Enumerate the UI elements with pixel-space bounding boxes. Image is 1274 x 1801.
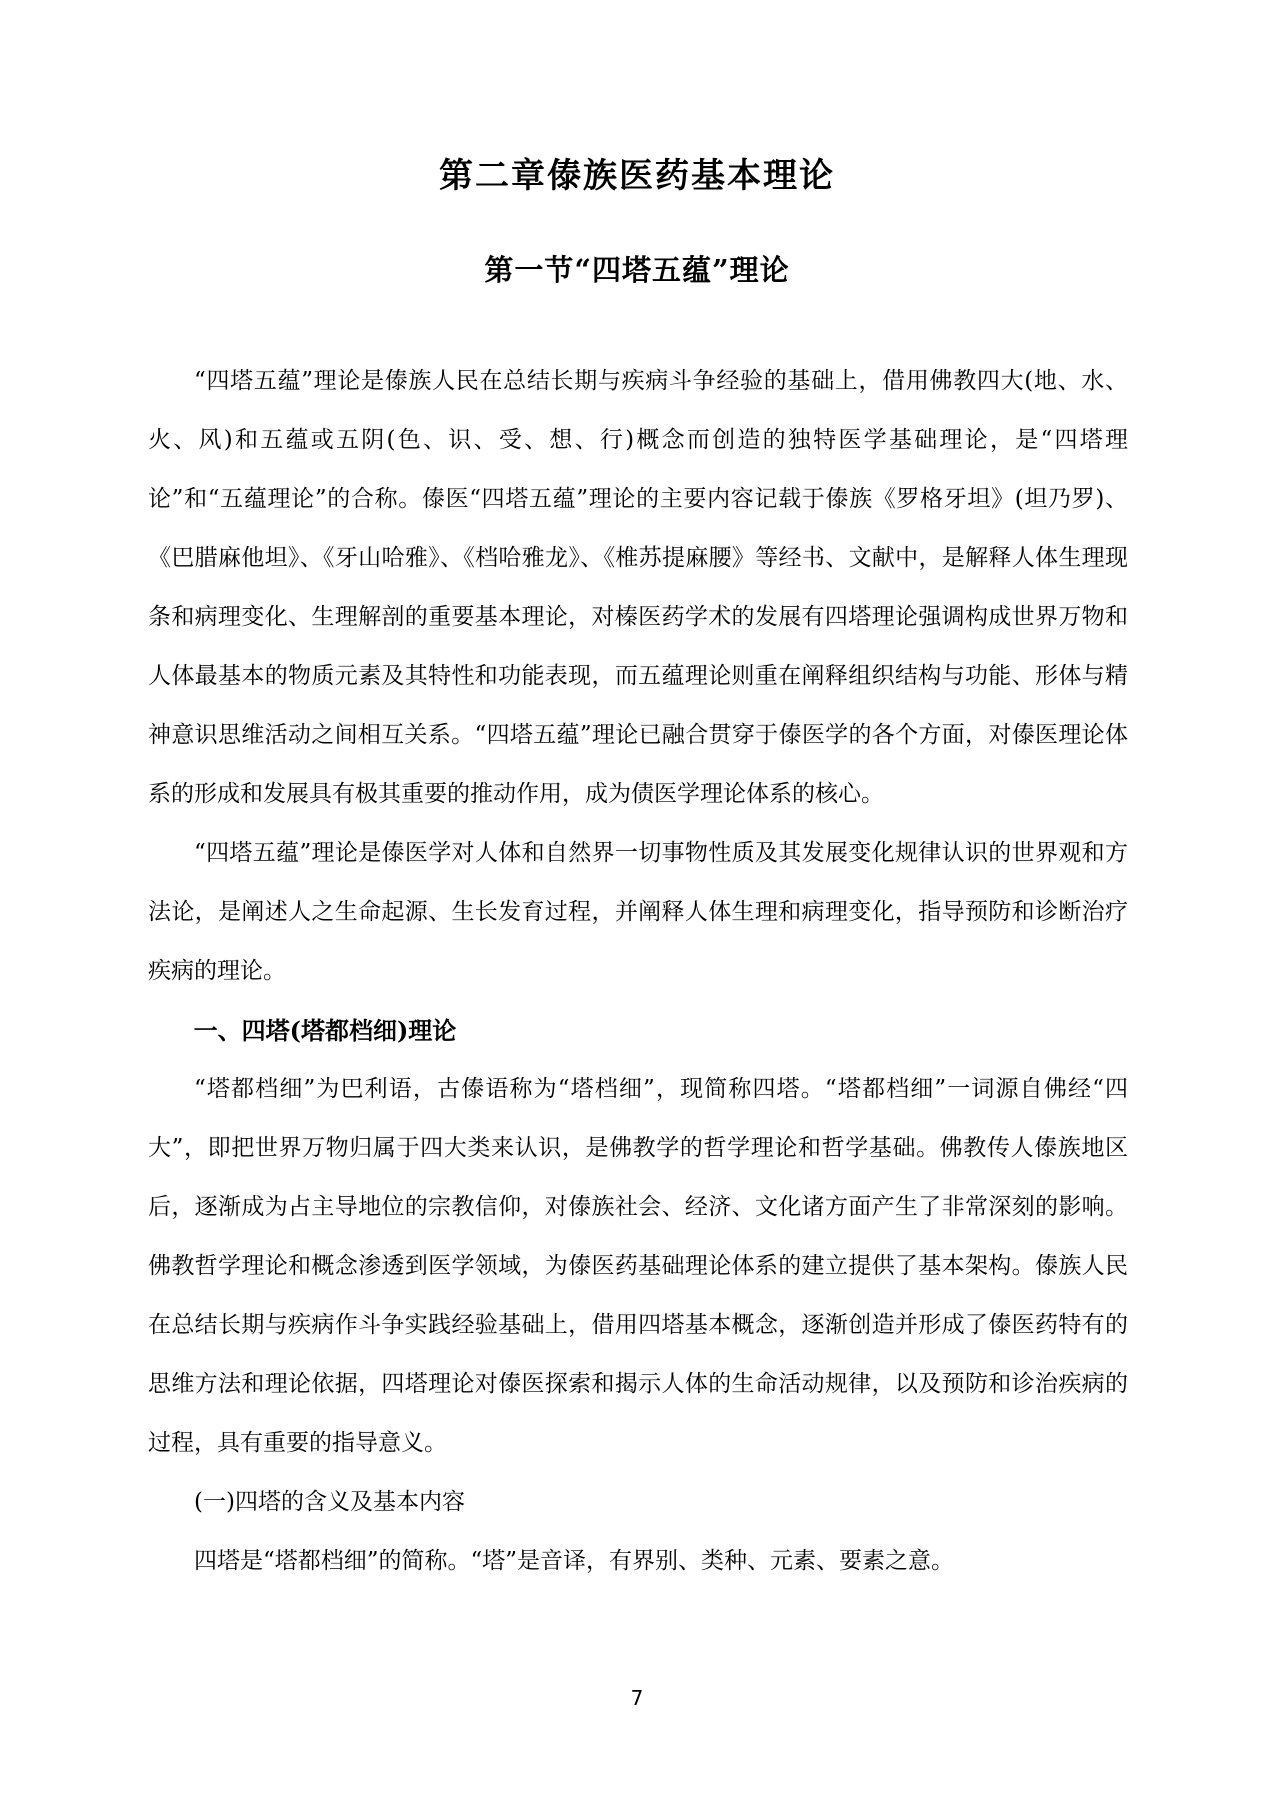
section-heading-four-towers-theory: 一、四塔(塔都档细)理论 <box>193 1016 457 1045</box>
paragraph-worldview-methodology: “四塔五蕴”理论是傣医学对人体和自然界一切事物性质及其发展变化规律认识的世界观和方法论，是阐述人之生命起源、生长发育过程，并阐释人体生理和病理变化，指导预防和诊断治疗疾病的理论。 <box>148 840 1128 984</box>
paragraph-four-towers-abbreviation: 四塔是“塔都档细”的简称。“塔”是音译，有界别、类种、元素、要素之意。 <box>194 1548 955 1574</box>
chapter-title: 第二章傣族医药基本理论 <box>439 156 835 196</box>
page-number: 7 <box>630 1686 644 1710</box>
paragraph-intro-four-towers-five-aggregates: “四塔五蕴”理论是傣族人民在总结长期与疾病斗争经验的基础上，借用佛教四大(地、水、火、风)和五蕴或五阴(色、识、受、想、行)概念而创造的独特医学基础理论，是“四塔理论”和“五蕴理论”的合称。傣医“四塔五蕴”理论的主要内容记载于傣族《罗格牙坦》(坦乃罗)、《巴腊麻他坦》、《牙山哈雅》、《档哈雅龙》、《椎苏提麻腰》等经书、文献中，是解释人体生理现条和病理变化、生理解剖的重要基本理论，对榛医药学术的发展有四塔理论强调构成世界万物和人体最基本的物质元素及其特性和功能表现，而五蕴理论则重在阐释组织结构与功能、形体与精神意识思维活动之间相互关系。“四塔五蕴”理论已融合贯穿于傣医学的各个方面，对傣医理论体系的形成和发展具有极其重要的推动作用，成为债医学理论体系的核心。 <box>148 368 1128 807</box>
paragraph-tadudangxi-origin: “塔都档细”为巴利语，古傣语称为“塔档细”，现简称四塔。“塔都档细”一词源自佛经“四大”，即把世界万物归属于四大类来认识，是佛教学的哲学理论和哲学基础。佛教传人傣族地区后，逐渐成为占主导地位的宗教信仰，对傣族社会、经济、文化诸方面产生了非常深刻的影响。佛教哲学理论和概念渗透到医学领域，为傣医药基础理论体系的建立提供了基本架构。傣族人民在总结长期与疾病作斗争实践经验基础上，借用四塔基本概念，逐渐创造并形成了傣医药特有的思维方法和理论依据，四塔理论对傣医探索和揭示人体的生命活动规律，以及预防和诊治疾病的过程，具有重要的指导意义。 <box>148 1076 1128 1456</box>
sub-heading-meaning-basic-content: (一)四塔的含义及基本内容 <box>194 1489 465 1515</box>
section-title: 第一节“四塔五蕴”理论 <box>484 252 790 287</box>
document-body <box>148 352 1128 1591</box>
